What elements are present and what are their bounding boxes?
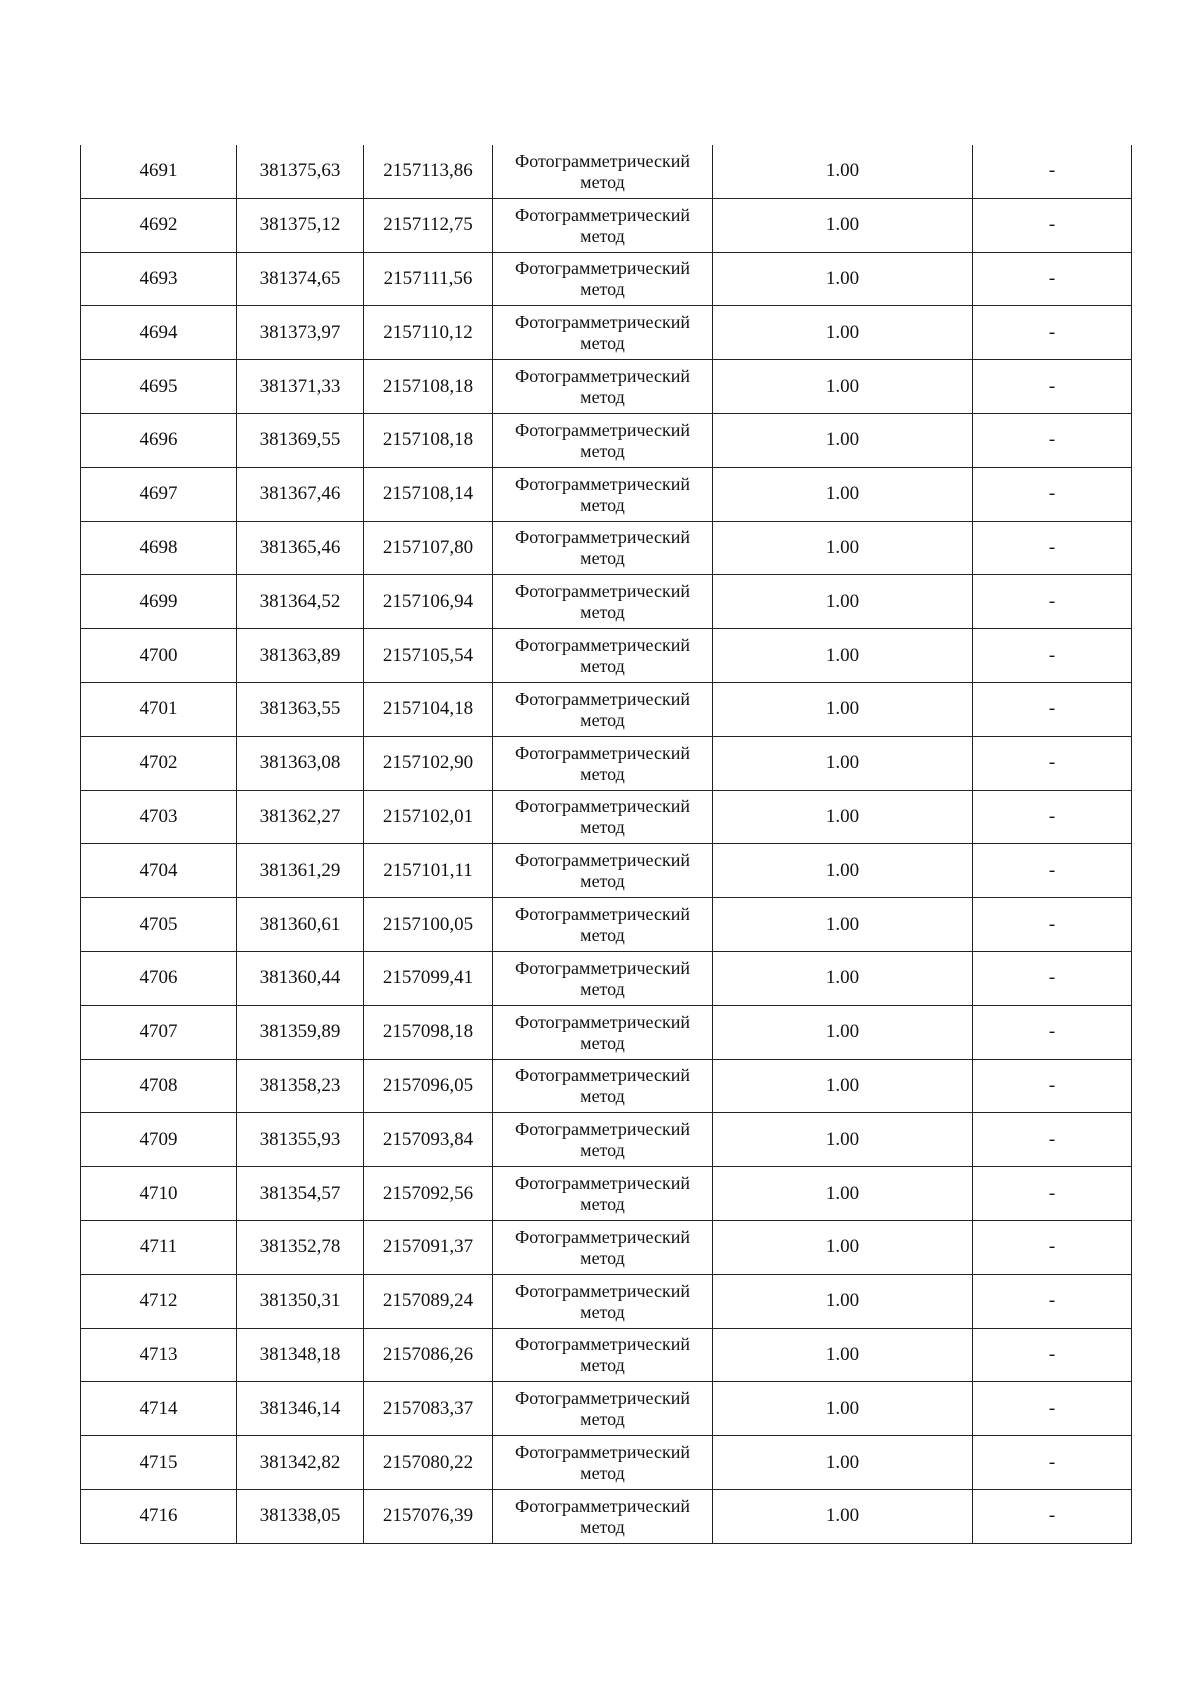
method-cell: Фотограмметрический метод: [493, 306, 713, 360]
accuracy-cell: 1.00: [713, 467, 973, 521]
y-coordinate-cell: 2157099,41: [364, 951, 493, 1005]
y-coordinate-cell: 2157113,86: [364, 145, 493, 198]
accuracy-cell: 1.00: [713, 1059, 973, 1113]
point-number-cell: 4711: [81, 1220, 237, 1274]
x-coordinate-cell: 381363,89: [237, 629, 364, 683]
table-row: [81, 898, 1132, 952]
y-coordinate-cell: 2157091,37: [364, 1220, 493, 1274]
table-row: [81, 629, 1132, 683]
method-cell: Фотограмметрический метод: [493, 951, 713, 1005]
y-coordinate-cell: 2157107,80: [364, 521, 493, 575]
note-cell: -: [973, 790, 1132, 844]
table-row: [81, 467, 1132, 521]
accuracy-cell: 1.00: [713, 1489, 973, 1543]
y-coordinate-cell: 2157105,54: [364, 629, 493, 683]
note-cell: -: [973, 1382, 1132, 1436]
note-cell: -: [973, 1489, 1132, 1543]
table-row: [81, 1328, 1132, 1382]
y-coordinate-cell: 2157106,94: [364, 575, 493, 629]
table-row: [81, 844, 1132, 898]
note-cell: -: [973, 198, 1132, 252]
x-coordinate-cell: 381373,97: [237, 306, 364, 360]
note-cell: -: [973, 575, 1132, 629]
y-coordinate-cell: 2157086,26: [364, 1328, 493, 1382]
y-coordinate-cell: 2157108,18: [364, 360, 493, 414]
y-coordinate-cell: 2157080,22: [364, 1436, 493, 1490]
accuracy-cell: 1.00: [713, 306, 973, 360]
x-coordinate-cell: 381369,55: [237, 413, 364, 467]
y-coordinate-cell: 2157108,14: [364, 467, 493, 521]
accuracy-cell: 1.00: [713, 844, 973, 898]
y-coordinate-cell: 2157083,37: [364, 1382, 493, 1436]
method-cell: Фотограмметрический метод: [493, 252, 713, 306]
x-coordinate-cell: 381355,93: [237, 1113, 364, 1167]
accuracy-cell: 1.00: [713, 252, 973, 306]
x-coordinate-cell: 381360,61: [237, 898, 364, 952]
y-coordinate-cell: 2157076,39: [364, 1489, 493, 1543]
point-number-cell: 4692: [81, 198, 237, 252]
note-cell: -: [973, 682, 1132, 736]
method-cell: Фотограмметрический метод: [493, 575, 713, 629]
point-number-cell: 4706: [81, 951, 237, 1005]
x-coordinate-cell: 381338,05: [237, 1489, 364, 1543]
y-coordinate-cell: 2157096,05: [364, 1059, 493, 1113]
point-number-cell: 4696: [81, 413, 237, 467]
method-cell: Фотограмметрический метод: [493, 1274, 713, 1328]
table-row: [81, 1220, 1132, 1274]
accuracy-cell: 1.00: [713, 1382, 973, 1436]
coordinates-table: [80, 145, 1132, 1544]
accuracy-cell: 1.00: [713, 575, 973, 629]
y-coordinate-cell: 2157104,18: [364, 682, 493, 736]
method-cell: Фотограмметрический метод: [493, 1382, 713, 1436]
note-cell: -: [973, 521, 1132, 575]
x-coordinate-cell: 381371,33: [237, 360, 364, 414]
method-cell: Фотограмметрический метод: [493, 898, 713, 952]
table-row: [81, 145, 1132, 198]
y-coordinate-cell: 2157108,18: [364, 413, 493, 467]
x-coordinate-cell: 381358,23: [237, 1059, 364, 1113]
table-row: [81, 1059, 1132, 1113]
method-cell: Фотограмметрический метод: [493, 790, 713, 844]
table-row: [81, 521, 1132, 575]
y-coordinate-cell: 2157110,12: [364, 306, 493, 360]
y-coordinate-cell: 2157100,05: [364, 898, 493, 952]
accuracy-cell: 1.00: [713, 413, 973, 467]
point-number-cell: 4703: [81, 790, 237, 844]
x-coordinate-cell: 381352,78: [237, 1220, 364, 1274]
point-number-cell: 4705: [81, 898, 237, 952]
x-coordinate-cell: 381375,12: [237, 198, 364, 252]
method-cell: Фотограмметрический метод: [493, 413, 713, 467]
note-cell: -: [973, 1059, 1132, 1113]
method-cell: Фотограмметрический метод: [493, 145, 713, 198]
point-number-cell: 4698: [81, 521, 237, 575]
table-row: [81, 360, 1132, 414]
point-number-cell: 4695: [81, 360, 237, 414]
point-number-cell: 4701: [81, 682, 237, 736]
y-coordinate-cell: 2157101,11: [364, 844, 493, 898]
table-row: [81, 1167, 1132, 1221]
method-cell: Фотограмметрический метод: [493, 1059, 713, 1113]
note-cell: -: [973, 360, 1132, 414]
point-number-cell: 4710: [81, 1167, 237, 1221]
x-coordinate-cell: 381365,46: [237, 521, 364, 575]
accuracy-cell: 1.00: [713, 1167, 973, 1221]
x-coordinate-cell: 381346,14: [237, 1382, 364, 1436]
method-cell: Фотограмметрический метод: [493, 198, 713, 252]
accuracy-cell: 1.00: [713, 790, 973, 844]
accuracy-cell: 1.00: [713, 1005, 973, 1059]
y-coordinate-cell: 2157098,18: [364, 1005, 493, 1059]
accuracy-cell: 1.00: [713, 1113, 973, 1167]
y-coordinate-cell: 2157111,56: [364, 252, 493, 306]
x-coordinate-cell: 381359,89: [237, 1005, 364, 1059]
table-row: [81, 198, 1132, 252]
accuracy-cell: 1.00: [713, 682, 973, 736]
method-cell: Фотограмметрический метод: [493, 682, 713, 736]
x-coordinate-cell: 381350,31: [237, 1274, 364, 1328]
table-row: [81, 790, 1132, 844]
method-cell: Фотограмметрический метод: [493, 467, 713, 521]
note-cell: -: [973, 629, 1132, 683]
point-number-cell: 4697: [81, 467, 237, 521]
method-cell: Фотограмметрический метод: [493, 360, 713, 414]
x-coordinate-cell: 381348,18: [237, 1328, 364, 1382]
x-coordinate-cell: 381354,57: [237, 1167, 364, 1221]
note-cell: -: [973, 1005, 1132, 1059]
point-number-cell: 4715: [81, 1436, 237, 1490]
note-cell: -: [973, 413, 1132, 467]
note-cell: -: [973, 1167, 1132, 1221]
accuracy-cell: 1.00: [713, 145, 973, 198]
x-coordinate-cell: 381363,55: [237, 682, 364, 736]
x-coordinate-cell: 381361,29: [237, 844, 364, 898]
table-row: [81, 1274, 1132, 1328]
y-coordinate-cell: 2157102,90: [364, 736, 493, 790]
method-cell: Фотограмметрический метод: [493, 1328, 713, 1382]
point-number-cell: 4707: [81, 1005, 237, 1059]
method-cell: Фотограмметрический метод: [493, 521, 713, 575]
method-cell: Фотограмметрический метод: [493, 1113, 713, 1167]
table-row: [81, 252, 1132, 306]
note-cell: -: [973, 951, 1132, 1005]
table-row: [81, 1436, 1132, 1490]
y-coordinate-cell: 2157093,84: [364, 1113, 493, 1167]
y-coordinate-cell: 2157089,24: [364, 1274, 493, 1328]
point-number-cell: 4702: [81, 736, 237, 790]
accuracy-cell: 1.00: [713, 1274, 973, 1328]
table-row: [81, 413, 1132, 467]
x-coordinate-cell: 381360,44: [237, 951, 364, 1005]
note-cell: -: [973, 844, 1132, 898]
note-cell: -: [973, 1113, 1132, 1167]
method-cell: Фотограмметрический метод: [493, 629, 713, 683]
method-cell: Фотограмметрический метод: [493, 1220, 713, 1274]
accuracy-cell: 1.00: [713, 198, 973, 252]
table-row: [81, 951, 1132, 1005]
method-cell: Фотограмметрический метод: [493, 1167, 713, 1221]
method-cell: Фотограмметрический метод: [493, 1436, 713, 1490]
point-number-cell: 4691: [81, 145, 237, 198]
table-row: [81, 1005, 1132, 1059]
point-number-cell: 4708: [81, 1059, 237, 1113]
note-cell: -: [973, 1220, 1132, 1274]
y-coordinate-cell: 2157092,56: [364, 1167, 493, 1221]
y-coordinate-cell: 2157102,01: [364, 790, 493, 844]
x-coordinate-cell: 381364,52: [237, 575, 364, 629]
accuracy-cell: 1.00: [713, 629, 973, 683]
accuracy-cell: 1.00: [713, 360, 973, 414]
method-cell: Фотограмметрический метод: [493, 1489, 713, 1543]
note-cell: -: [973, 1436, 1132, 1490]
note-cell: -: [973, 898, 1132, 952]
note-cell: -: [973, 1328, 1132, 1382]
accuracy-cell: 1.00: [713, 898, 973, 952]
point-number-cell: 4709: [81, 1113, 237, 1167]
table-row: [81, 1382, 1132, 1436]
x-coordinate-cell: 381367,46: [237, 467, 364, 521]
note-cell: -: [973, 252, 1132, 306]
table-row: [81, 1489, 1132, 1543]
accuracy-cell: 1.00: [713, 736, 973, 790]
point-number-cell: 4713: [81, 1328, 237, 1382]
x-coordinate-cell: 381342,82: [237, 1436, 364, 1490]
accuracy-cell: 1.00: [713, 1436, 973, 1490]
note-cell: -: [973, 736, 1132, 790]
note-cell: -: [973, 145, 1132, 198]
note-cell: -: [973, 306, 1132, 360]
method-cell: Фотограмметрический метод: [493, 844, 713, 898]
method-cell: Фотограмметрический метод: [493, 736, 713, 790]
point-number-cell: 4716: [81, 1489, 237, 1543]
point-number-cell: 4693: [81, 252, 237, 306]
x-coordinate-cell: 381375,63: [237, 145, 364, 198]
accuracy-cell: 1.00: [713, 951, 973, 1005]
table-row: [81, 306, 1132, 360]
table-row: [81, 682, 1132, 736]
point-number-cell: 4712: [81, 1274, 237, 1328]
table-row: [81, 736, 1132, 790]
table-row: [81, 575, 1132, 629]
point-number-cell: 4699: [81, 575, 237, 629]
point-number-cell: 4700: [81, 629, 237, 683]
x-coordinate-cell: 381362,27: [237, 790, 364, 844]
x-coordinate-cell: 381363,08: [237, 736, 364, 790]
table-body: [81, 145, 1132, 1543]
point-number-cell: 4714: [81, 1382, 237, 1436]
accuracy-cell: 1.00: [713, 1220, 973, 1274]
y-coordinate-cell: 2157112,75: [364, 198, 493, 252]
note-cell: -: [973, 467, 1132, 521]
method-cell: Фотограмметрический метод: [493, 1005, 713, 1059]
accuracy-cell: 1.00: [713, 521, 973, 575]
x-coordinate-cell: 381374,65: [237, 252, 364, 306]
table-row: [81, 1113, 1132, 1167]
point-number-cell: 4694: [81, 306, 237, 360]
accuracy-cell: 1.00: [713, 1328, 973, 1382]
note-cell: -: [973, 1274, 1132, 1328]
point-number-cell: 4704: [81, 844, 237, 898]
